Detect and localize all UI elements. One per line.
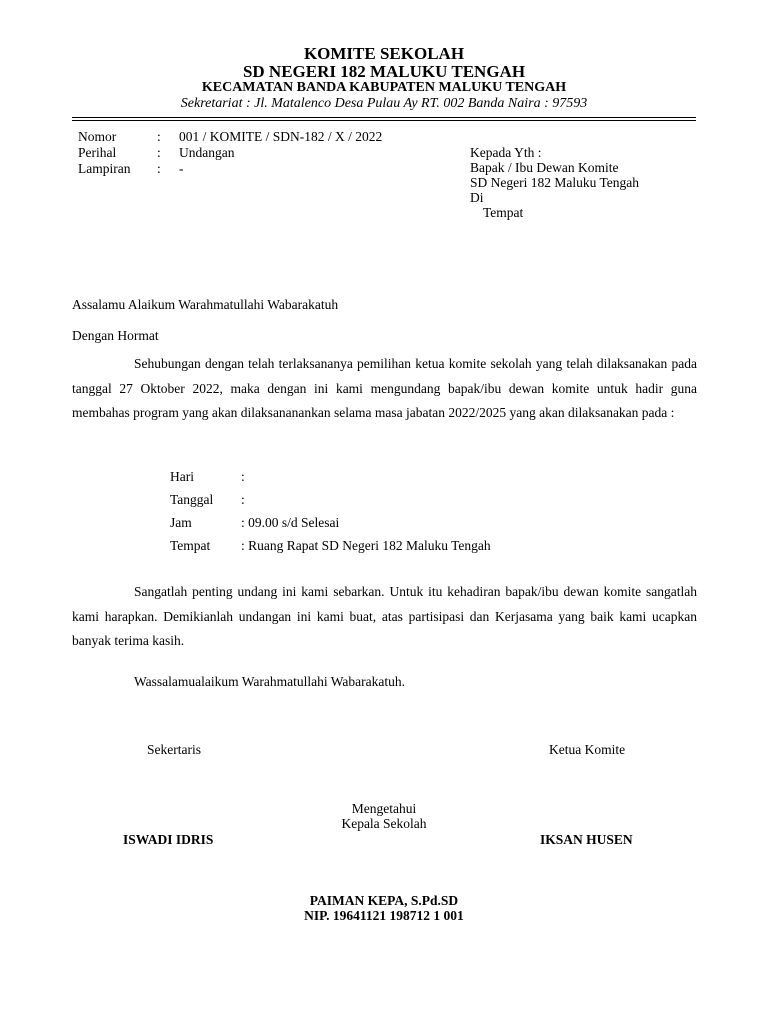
schedule-label-hari: Hari — [170, 469, 194, 484]
signature-center-line1: Mengetahui — [351, 801, 417, 816]
signature-right-name: IKSAN HUSEN — [540, 832, 633, 847]
meta-label-nomor: Nomor — [78, 129, 117, 144]
schedule-label-tempat: Tempat — [170, 538, 211, 553]
paragraph-1 — [72, 352, 697, 426]
paragraph-2-text: Sangatlah penting undang ini kami sebarkan. Untuk itu kehadiran bapak/ibu dewan komite sangatlah kami harapkan. Demikianlah undangan ini kami buat, atas partisipasi dan Kerjasama yang baik kami ucapkan banyak terima kasih. — [72, 584, 697, 648]
letterhead-school: SD NEGERI 182 MALUKU TENGAH — [242, 62, 526, 81]
meta-sep-lampiran: : — [157, 161, 161, 176]
schedule-value-hari: : — [241, 469, 245, 484]
paragraph-2 — [72, 580, 697, 654]
salutation: Dengan Hormat — [72, 328, 159, 343]
schedule-label-jam: Jam — [170, 515, 192, 530]
meta-value-lampiran: - — [179, 161, 184, 176]
recipient-line5: Tempat — [483, 205, 524, 220]
letterhead-rule — [72, 117, 696, 118]
signature-center-name: PAIMAN KEPA, S.Pd.SD — [309, 893, 459, 908]
letterhead-org: KOMITE SEKOLAH — [303, 44, 465, 63]
recipient-line1: Kepada Yth : — [470, 145, 542, 160]
recipient-line2: Bapak / Ibu Dewan Komite — [470, 160, 619, 175]
letterhead-address: Sekretariat : Jl. Matalenco Desa Pulau Ay RT. 002 Banda Naira : 97593 — [180, 96, 588, 111]
meta-label-lampiran: Lampiran — [78, 161, 131, 176]
meta-value-perihal: Undangan — [179, 145, 235, 160]
meta-sep-perihal: : — [157, 145, 161, 160]
signature-center-line2: Kepala Sekolah — [341, 816, 427, 831]
signature-left-name: ISWADI IDRIS — [123, 832, 214, 847]
schedule-value-jam: : 09.00 s/d Selesai — [241, 515, 340, 530]
recipient-line3: SD Negeri 182 Maluku Tengah — [470, 175, 640, 190]
meta-value-nomor: 001 / KOMITE / SDN-182 / X / 2022 — [179, 129, 383, 144]
schedule-value-tempat: : Ruang Rapat SD Negeri 182 Maluku Tengah — [241, 538, 491, 553]
schedule-value-tanggal: : — [241, 492, 245, 507]
greeting: Assalamu Alaikum Warahmatullahi Wabarakatuh — [72, 297, 339, 312]
letterhead-rule-thin — [72, 120, 696, 121]
recipient-line4: Di — [470, 190, 484, 205]
meta-label-perihal: Perihal — [78, 145, 117, 160]
signature-left-title: Sekertaris — [147, 742, 201, 757]
closing: Wassalamualaikum Warahmatullahi Wabarakatuh. — [134, 674, 406, 689]
letterhead-district: KECAMATAN BANDA KABUPATEN MALUKU TENGAH — [201, 80, 567, 95]
signature-right-title: Ketua Komite — [549, 742, 626, 757]
signature-center-nip: NIP. 19641121 198712 1 001 — [304, 908, 464, 923]
schedule-label-tanggal: Tanggal — [170, 492, 214, 507]
paragraph-1-text: Sehubungan dengan telah terlaksananya pemilihan ketua komite sekolah yang telah dilaksanakan pada tanggal 27 Oktober 2022, maka dengan ini kami mengundang bapak/ibu dewan komite untuk hadir guna membahas program yang akan dilaksananankan selama masa jabatan 2022/2025 yang akan dilaksanakan pada : — [72, 356, 697, 420]
meta-sep-nomor: : — [157, 129, 161, 144]
